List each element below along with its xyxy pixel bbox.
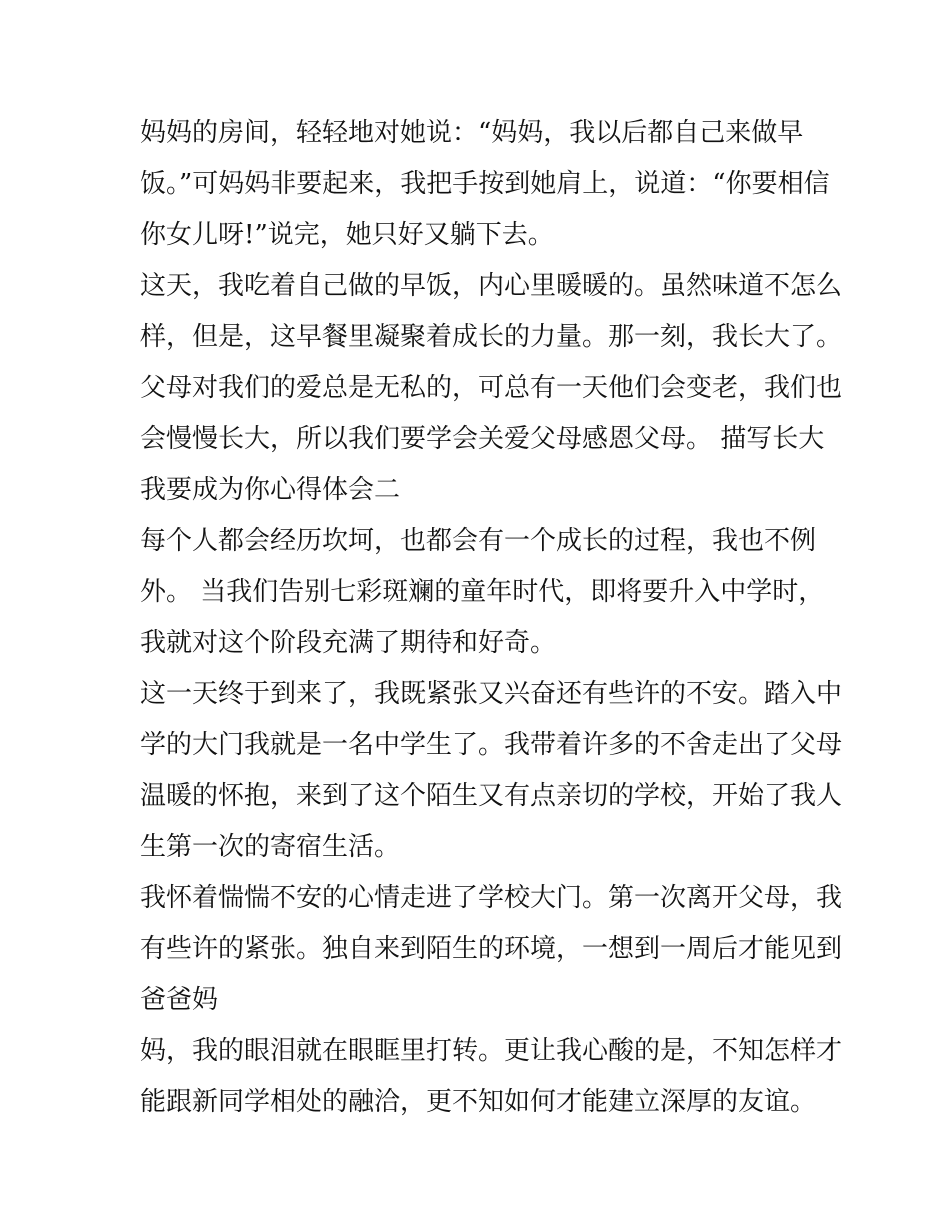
text-line-8: 我要成为你心得体会二 <box>140 475 401 505</box>
text-line-5: 样，但是，这早餐里凝聚着成长的力量。那一刻，我长大了。 <box>140 322 843 352</box>
text-line-6: 父母对我们的爱总是无私的，可总有一天他们会变老，我们也 <box>140 373 843 403</box>
text-line-7: 会慢慢长大，所以我们要学会关爱父母感恩父母。 描写长大 <box>140 424 825 454</box>
document-text <box>140 108 843 1128</box>
text-line-17: 有些许的紧张。独自来到陌生的环境，一想到一周后才能见到 <box>140 934 843 964</box>
text-line-3: 你女儿呀!”说完，她只好又躺下去。 <box>140 220 554 250</box>
text-line-2: 饭。”可妈妈非要起来，我把手按到她肩上，说道：“你要相信 <box>140 169 830 199</box>
text-line-18: 爸爸妈 <box>140 985 219 1015</box>
text-line-20: 能跟新同学相处的融洽，更不知如何才能建立深厚的友谊。 <box>140 1087 817 1117</box>
text-line-9: 每个人都会经历坎坷，也都会有一个成长的过程，我也不例 <box>140 526 817 556</box>
text-line-13: 学的大门我就是一名中学生了。我带着许多的不舍走出了父母 <box>140 730 843 760</box>
text-line-11: 我就对这个阶段充满了期待和好奇。 <box>140 628 557 658</box>
text-line-15: 生第一次的寄宿生活。 <box>140 832 401 862</box>
text-line-10: 外。 当我们告别七彩斑斓的童年时代，即将要升入中学时， <box>140 577 825 607</box>
text-line-14: 温暖的怀抱，来到了这个陌生又有点亲切的学校，开始了我人 <box>140 781 843 811</box>
text-line-12: 这一天终于到来了，我既紧张又兴奋还有些许的不安。踏入中 <box>140 679 843 709</box>
text-line-16: 我怀着惴惴不安的心情走进了学校大门。第一次离开父母，我 <box>140 883 843 913</box>
text-line-19: 妈，我的眼泪就在眼眶里打转。更让我心酸的是，不知怎样才 <box>140 1036 843 1066</box>
text-line-1: 妈妈的房间，轻轻地对她说：“妈妈，我以后都自己来做早 <box>140 118 804 148</box>
text-line-4: 这天，我吃着自己做的早饭，内心里暖暖的。虽然味道不怎么 <box>140 271 843 301</box>
